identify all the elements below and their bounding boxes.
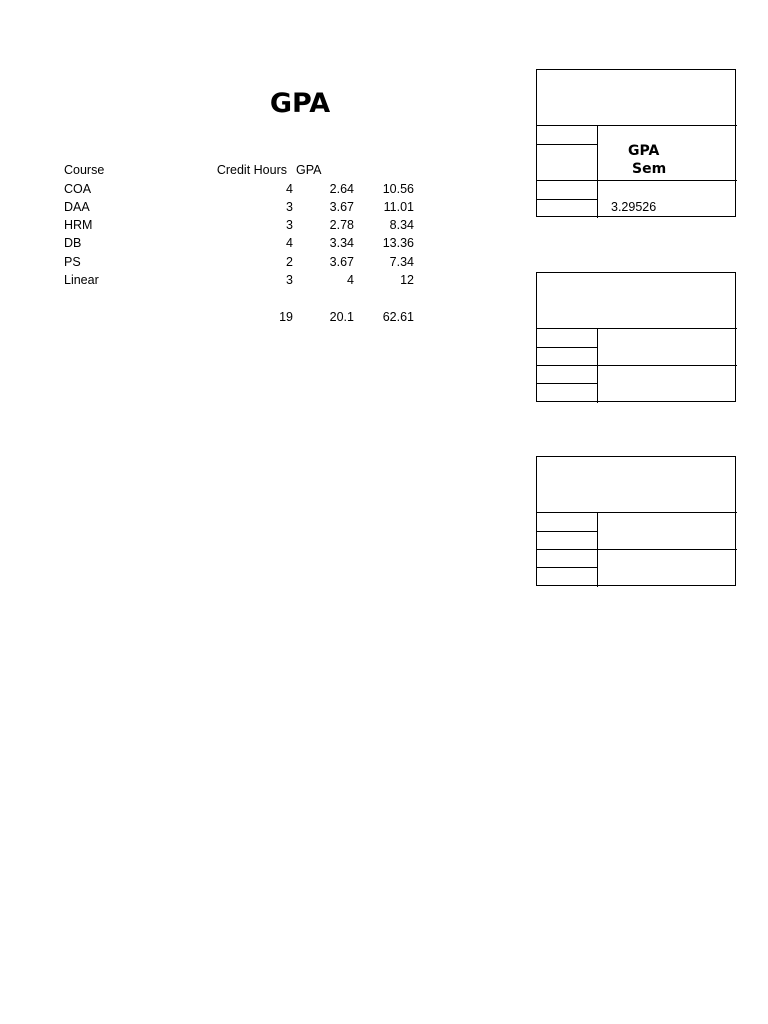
credit-hours: 3 <box>286 218 293 232</box>
divider <box>537 512 737 513</box>
divider <box>537 328 737 329</box>
divider <box>537 125 737 126</box>
grade-points: 11.01 <box>383 200 414 214</box>
course-name: PS <box>64 255 81 269</box>
gpa-value: 3.67 <box>329 255 354 269</box>
page-title: GPA <box>269 88 331 119</box>
gpa-value: 3.67 <box>329 200 354 214</box>
course-name: Linear <box>64 273 99 287</box>
box-title: GPA <box>628 143 660 159</box>
gpa-value: 4 <box>347 273 354 287</box>
divider <box>537 347 597 348</box>
box-title: Sem <box>632 161 667 177</box>
divider <box>537 144 597 145</box>
header-course: Course <box>64 163 105 177</box>
side-panel <box>530 0 667 1024</box>
course-name: HRM <box>64 218 93 232</box>
divider <box>597 125 598 218</box>
course-name: DB <box>64 236 82 250</box>
credit-hours: 4 <box>286 236 293 250</box>
grade-points: 10.56 <box>382 182 414 196</box>
header-gpa: GPA <box>296 163 322 177</box>
semester-gpa-value: 3.29526 <box>611 200 657 214</box>
grade-points: 12 <box>400 273 414 287</box>
divider <box>537 365 737 366</box>
grade-points: 7.34 <box>389 255 414 269</box>
total-grade-points: 62.61 <box>382 310 414 324</box>
grade-points: 8.34 <box>389 218 414 232</box>
credit-hours: 3 <box>286 200 293 214</box>
grade-points: 13.36 <box>382 236 414 250</box>
divider <box>537 549 737 550</box>
divider <box>537 383 597 384</box>
credit-hours: 2 <box>286 255 293 269</box>
divider <box>597 328 598 403</box>
divider <box>537 199 597 200</box>
header-credit-hours: Credit Hours <box>216 163 287 177</box>
credit-hours: 4 <box>286 182 293 196</box>
divider <box>537 180 737 181</box>
gpa-value: 2.64 <box>329 182 354 196</box>
total-credit-hours: 19 <box>279 310 293 324</box>
course-name: DAA <box>64 200 90 214</box>
divider <box>537 567 597 568</box>
course-name: COA <box>64 182 92 196</box>
divider <box>537 531 597 532</box>
total-gpa: 20.1 <box>329 310 354 324</box>
divider <box>597 512 598 587</box>
credit-hours: 3 <box>286 273 293 287</box>
empty-box <box>536 456 736 586</box>
gpa-value: 3.34 <box>329 236 354 250</box>
semester-gpa-box <box>536 69 736 217</box>
empty-box <box>536 272 736 402</box>
gpa-value: 2.78 <box>329 218 354 232</box>
